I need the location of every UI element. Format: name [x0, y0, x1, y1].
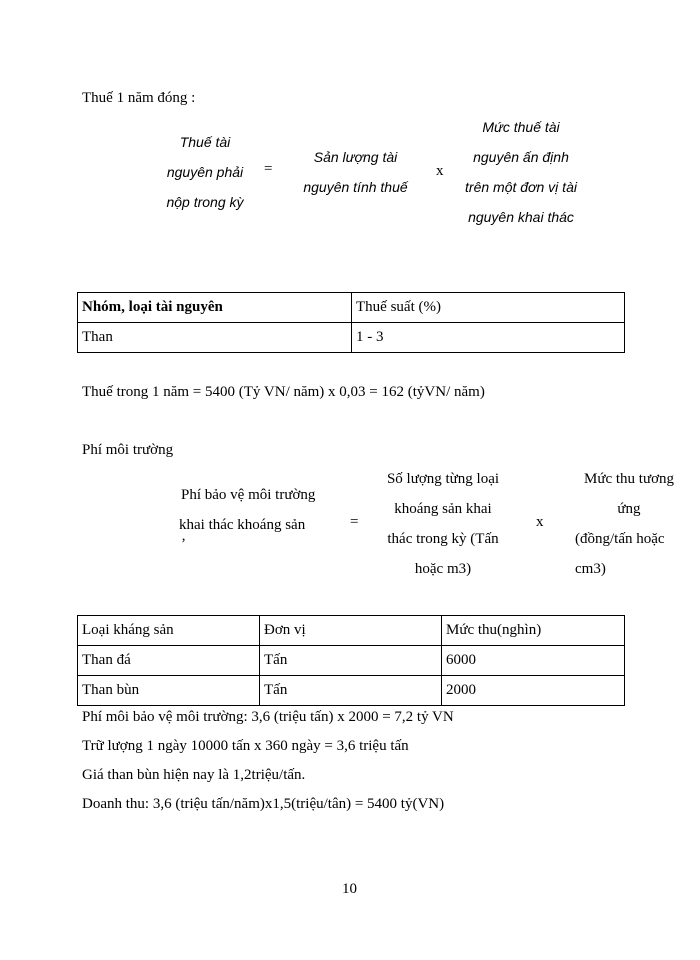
- tax-table: [77, 292, 625, 353]
- formula1-lhs-line: nguyên phải: [166, 164, 244, 180]
- table-cell: 2000: [442, 676, 625, 706]
- table-header-cell: Nhóm, loại tài nguyên: [78, 293, 352, 323]
- formula2-mid-line: thác trong kỳ (Tấn: [387, 531, 499, 547]
- page-number: 10: [342, 881, 357, 897]
- formula2-mid-line: hoặc m3): [414, 561, 472, 577]
- body-line: Giá than bùn hiện nay là 1,2triệu/tấn.: [82, 767, 306, 783]
- formula2-mid: [377, 464, 509, 584]
- tax-calculation: Thuế trong 1 năm = 5400 (Tỷ VN/ năm) x 0,03 = 162 (tỷVN/ năm): [82, 384, 485, 400]
- table-header-row: [78, 293, 625, 323]
- formula2-equals: =: [350, 514, 359, 530]
- table-cell: Than đá: [78, 646, 260, 676]
- formula2-lhs: [181, 480, 333, 554]
- table-cell: 1 - 3: [352, 323, 625, 353]
- table-row: [78, 646, 625, 676]
- table-cell: Than: [78, 323, 352, 353]
- formula1-mid-line: nguyên tính thuế: [303, 179, 408, 195]
- formula1-lhs-line: nộp trong kỳ: [166, 194, 244, 210]
- formula2-rhs-line: Mức thu tương: [583, 471, 675, 487]
- formula1-equals: =: [264, 161, 273, 177]
- formula1-mid-line: Sản lượng tài: [313, 149, 398, 165]
- formula2-lhs-line: Phí bảo vệ môi trường: [181, 487, 316, 503]
- formula1-rhs-line: nguyên ấn định: [473, 149, 569, 165]
- formula2-rhs: [570, 464, 688, 584]
- table-header-row: [78, 616, 625, 646]
- table-cell: Than bùn: [78, 676, 260, 706]
- formula2-lhs-line: khai thác khoáng sản: [179, 517, 306, 533]
- body-line: Doanh thu: 3,6 (triệu tấn/năm)x1,5(triệu/tân) = 5400 tỷ(VN): [82, 796, 445, 812]
- table-cell: 6000: [442, 646, 625, 676]
- fee-table: [77, 615, 625, 706]
- table-header-cell: Đơn vị: [260, 616, 442, 646]
- table-row: [78, 323, 625, 353]
- section1-heading: Thuế 1 năm đóng :: [82, 90, 196, 106]
- table-header-cell: Mức thu(nghìn): [442, 616, 625, 646]
- formula2-rhs-line: ứng: [617, 501, 641, 517]
- section2-heading: Phí môi trường: [82, 442, 174, 458]
- body-line: Phí môi bảo vệ môi trường: 3,6 (triệu tấn) x 2000 = 7,2 tỷ VN: [82, 709, 454, 725]
- table-row: [78, 676, 625, 706]
- formula1-lhs: [150, 127, 260, 217]
- formula1-times: x: [436, 163, 444, 179]
- formula2-lhs-line: ’: [181, 536, 186, 552]
- formula2-rhs-line: cm3): [575, 561, 606, 577]
- formula2-mid-line: Số lượng từng loại: [386, 471, 500, 487]
- body-line: Trữ lượng 1 ngày 10000 tấn x 360 ngày = 3,6 triệu tấn: [82, 738, 409, 754]
- formula1-lhs-line: Thuế tài: [179, 134, 231, 150]
- table-cell: Tấn: [260, 646, 442, 676]
- table-header-cell: Thuế suất (%): [352, 293, 625, 323]
- formula1-rhs: [452, 112, 590, 232]
- formula2-rhs-line: (đồng/tấn hoặc: [575, 531, 665, 547]
- formula1-rhs-line: trên một đơn vị tài: [465, 179, 577, 195]
- formula1-mid: [293, 142, 418, 202]
- formula2-times: x: [536, 514, 544, 530]
- formula2-mid-line: khoáng sản khai: [394, 501, 492, 517]
- table-cell: Tấn: [260, 676, 442, 706]
- formula1-rhs-line: Mức thuế tài: [482, 119, 560, 135]
- table-header-cell: Loại kháng sản: [78, 616, 260, 646]
- formula1-rhs-line: nguyên khai thác: [468, 209, 574, 225]
